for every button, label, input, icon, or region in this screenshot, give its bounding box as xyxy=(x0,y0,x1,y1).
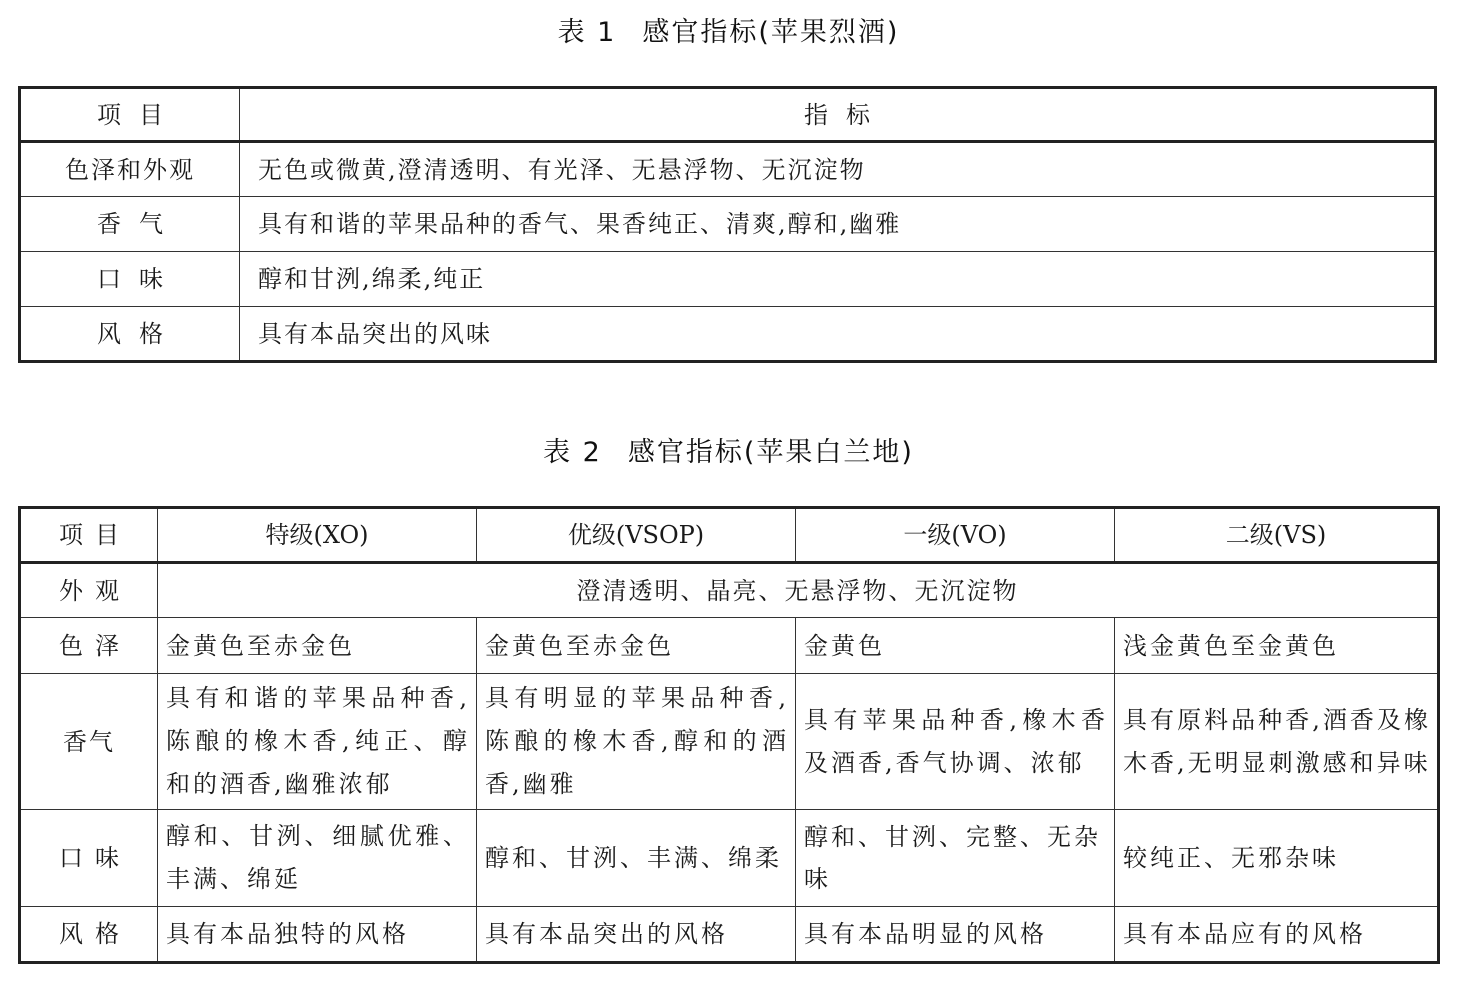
table2-caption xyxy=(0,430,1457,469)
row-item: 风格 xyxy=(20,907,158,963)
cell-vsop: 具有本品突出的风格 xyxy=(477,907,796,963)
sensory-table-apple-spirit xyxy=(18,86,1437,363)
table-row xyxy=(20,563,1439,618)
table2-number: 表 2 xyxy=(543,437,602,468)
cell-vo: 金黄色 xyxy=(796,618,1115,674)
row-item: 风格 xyxy=(20,307,240,362)
row-value: 具有本品突出的风味 xyxy=(240,307,1436,362)
header-item: 项目 xyxy=(20,508,158,563)
sensory-table-apple-brandy xyxy=(18,506,1440,964)
cell-vs: 具有本品应有的风格 xyxy=(1115,907,1439,963)
row-item: 外观 xyxy=(20,563,158,618)
header-item: 项目 xyxy=(20,88,240,142)
cell-vsop: 具有明显的苹果品种香,陈酿的橡木香,醇和的酒香,幽雅 xyxy=(477,674,796,810)
cell-xo: 具有和谐的苹果品种香,陈酿的橡木香,纯正、醇和的酒香,幽雅浓郁 xyxy=(158,674,477,810)
cell-xo: 金黄色至赤金色 xyxy=(158,618,477,674)
table-row xyxy=(20,618,1439,674)
row-value: 具有和谐的苹果品种的香气、果香纯正、清爽,醇和,幽雅 xyxy=(240,197,1436,252)
row-item: 口味 xyxy=(20,810,158,907)
table-row xyxy=(20,197,1436,252)
cell-vo: 具有苹果品种香,橡木香及酒香,香气协调、浓郁 xyxy=(796,674,1115,810)
table1-caption xyxy=(0,10,1457,49)
cell-vs: 具有原料品种香,酒香及橡木香,无明显刺激感和异味 xyxy=(1115,674,1439,810)
row-value: 醇和甘洌,绵柔,纯正 xyxy=(240,252,1436,307)
table-row xyxy=(20,810,1439,907)
header-indicator: 指标 xyxy=(240,88,1436,142)
header-grade-vsop: 优级(VSOP) xyxy=(477,508,796,563)
header-grade-vs: 二级(VS) xyxy=(1115,508,1439,563)
table-header-row xyxy=(20,508,1439,563)
cell-vsop: 醇和、甘洌、丰满、绵柔 xyxy=(477,810,796,907)
table-row xyxy=(20,307,1436,362)
cell-vo: 醇和、甘洌、完整、无杂味 xyxy=(796,810,1115,907)
cell-vsop: 金黄色至赤金色 xyxy=(477,618,796,674)
row-item: 色泽和外观 xyxy=(20,142,240,197)
row-item: 香气 xyxy=(20,674,158,810)
cell-vs: 浅金黄色至金黄色 xyxy=(1115,618,1439,674)
table-row xyxy=(20,674,1439,810)
row-value: 无色或微黄,澄清透明、有光泽、无悬浮物、无沉淀物 xyxy=(240,142,1436,197)
table1-number: 表 1 xyxy=(557,17,617,48)
cell-xo: 醇和、甘洌、细腻优雅、丰满、绵延 xyxy=(158,810,477,907)
table-row xyxy=(20,142,1436,197)
cell-vo: 具有本品明显的风格 xyxy=(796,907,1115,963)
row-value: 澄清透明、晶亮、无悬浮物、无沉淀物 xyxy=(158,563,1439,618)
header-grade-xo: 特级(XO) xyxy=(158,508,477,563)
header-grade-vo: 一级(VO) xyxy=(796,508,1115,563)
table-header-row xyxy=(20,88,1436,142)
row-item: 香气 xyxy=(20,197,240,252)
cell-xo: 具有本品独特的风格 xyxy=(158,907,477,963)
table-row xyxy=(20,907,1439,963)
row-item: 色泽 xyxy=(20,618,158,674)
cell-vs: 较纯正、无邪杂味 xyxy=(1115,810,1439,907)
table-row xyxy=(20,252,1436,307)
row-item: 口味 xyxy=(20,252,240,307)
table1-title: 感官指标(苹果烈酒) xyxy=(642,17,900,48)
table2-title: 感官指标(苹果白兰地) xyxy=(627,437,914,468)
